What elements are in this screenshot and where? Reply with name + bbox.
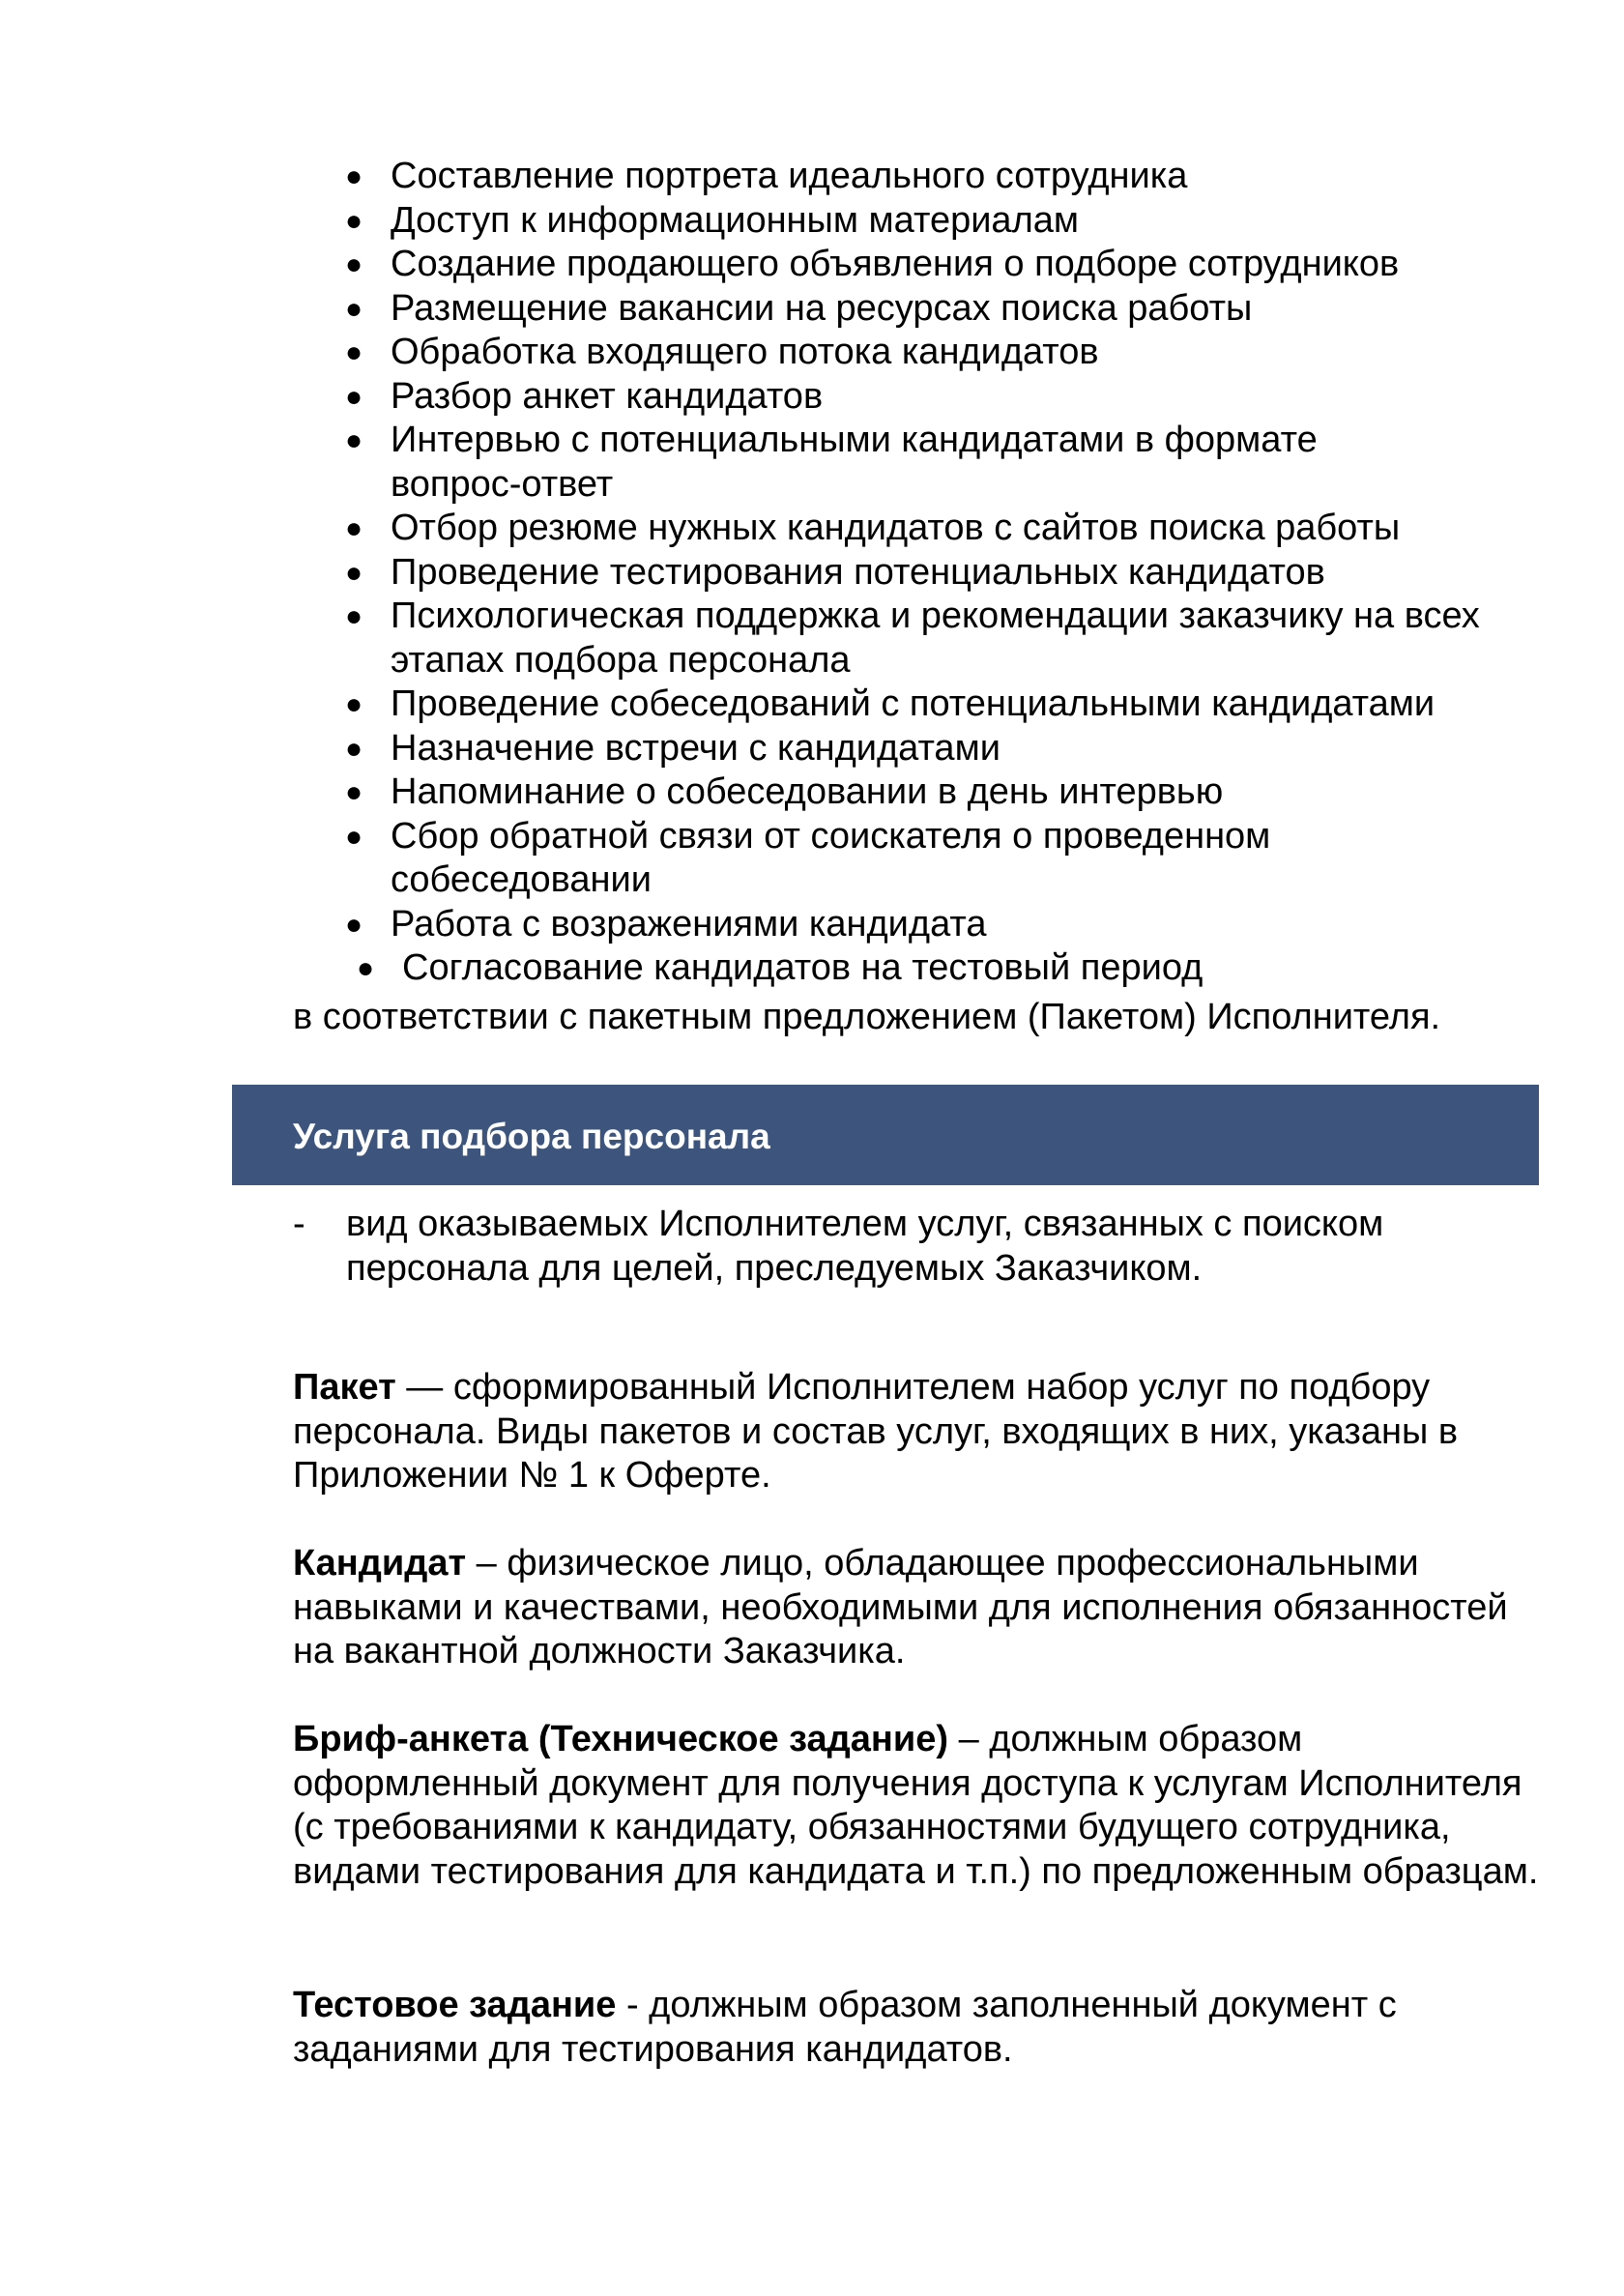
list-item [293,595,1502,683]
definition-term: Пакет [293,1367,396,1408]
bullet-icon: ● [345,688,363,720]
list-item [293,287,1550,332]
list-item [293,375,1550,420]
list-item [293,243,1550,287]
bullet-icon: ● [357,952,375,984]
definition-dash-item [293,1203,1492,1291]
definition-text: — сформированный Исполнителем набор услуг по подбору персонала. Виды пакетов и состав услуг, входящих в них, указаны в Приложении № 1 к Оферте. [293,1367,1459,1496]
list-item-text: Проведение тестирования потенциальных кандидатов [391,551,1325,593]
bullet-icon: ● [345,512,363,544]
list-item-text: Создание продающего объявления о подборе сотрудников [391,244,1400,284]
list-item [293,331,1550,375]
closing-line: в соответствии с пакетным предложением (Пакетом) Исполнителя. [293,997,1441,1037]
services-list [293,155,1550,991]
list-item [293,155,1550,199]
bullet-icon: ● [345,424,363,456]
bullet-icon: ● [345,160,363,192]
bullet-icon: ● [345,732,363,765]
bullet-icon: ● [345,776,363,808]
bullet-icon: ● [345,204,363,237]
bullet-icon: ● [345,908,363,941]
dash-item-text: вид оказываемых Исполнителем услуг, связанных с поиском персонала для целей, преследуемых Заказчиком. [346,1204,1384,1289]
list-item-text: Напоминание о собеседовании в день интервью [391,771,1224,812]
list-item [293,199,1550,244]
bullet-icon: ● [345,600,363,632]
definition-term: Кандидат [293,1543,467,1584]
list-item-text: Работа с возражениями кандидата [391,903,987,945]
list-item-text: Составление портрета идеального сотрудника [391,156,1188,196]
bullet-icon: ● [345,336,363,368]
definition-paragraph [293,1366,1550,1498]
bullet-icon: ● [345,820,363,853]
section-banner [232,1085,1539,1185]
list-item-text: Назначение встречи с кандидатами [391,727,1000,769]
definition-paragraph [293,1718,1540,1894]
list-item [293,551,1550,596]
list-item [293,815,1406,903]
list-item [293,770,1550,815]
definition-paragraph [293,1984,1501,2072]
bullet-icon: ● [345,248,363,280]
definition-term: Бриф-анкета (Техническое задание) [293,1719,949,1759]
definition-text: - должным образом заполненный документ с заданиями для тестирования кандидатов. [293,1985,1397,2070]
list-item-text: Согласование кандидатов на тестовый период [402,947,1204,988]
definition-text: – физическое лицо, обладающее профессиональными навыками и качествами, необходимыми для исполнения обязанностей на вакантной должности Заказчика. [293,1543,1508,1671]
definition-term: Тестовое задание [293,1985,617,2025]
bullet-icon: ● [345,380,363,413]
dash-marker: - [293,1204,305,1244]
list-item-text: Проведение собеседований с потенциальными кандидатами [391,683,1436,724]
definition-paragraph [293,1542,1511,1674]
definition-text: – должным образом оформленный документ для получения доступа к услугам Исполнителя (с требованиями к кандидату, обязанностями будущего сотрудника, видами тестирования для кандидата и т.п.) по предложенным образцам. [293,1719,1539,1892]
list-item-text: Обработка входящего потока кандидатов [391,332,1099,372]
list-item [304,946,1561,991]
section-title: Услуга подбора персонала [293,1117,770,1156]
list-item-text: Отбор резюме нужных кандидатов с сайтов поиска работы [391,508,1401,548]
list-item-text: Интервью с потенциальными кандидатами в формате вопрос-ответ [391,420,1318,505]
list-item-text: Размещение вакансии на ресурсах поиска работы [391,287,1253,329]
bullet-icon: ● [345,292,363,325]
list-item [293,419,1454,507]
list-item [293,727,1550,771]
list-item-text: Доступ к информационным материалам [391,199,1079,241]
bullet-icon: ● [345,556,363,589]
list-item [293,683,1550,727]
list-item-text: Разбор анкет кандидатов [391,375,824,417]
list-item-text: Психологическая поддержка и рекомендации заказчику на всех этапах подбора персонала [391,596,1480,681]
list-item-text: Сбор обратной связи от соискателя о проведенном собеседовании [391,815,1271,900]
list-item [293,903,1550,947]
list-item [293,507,1550,551]
